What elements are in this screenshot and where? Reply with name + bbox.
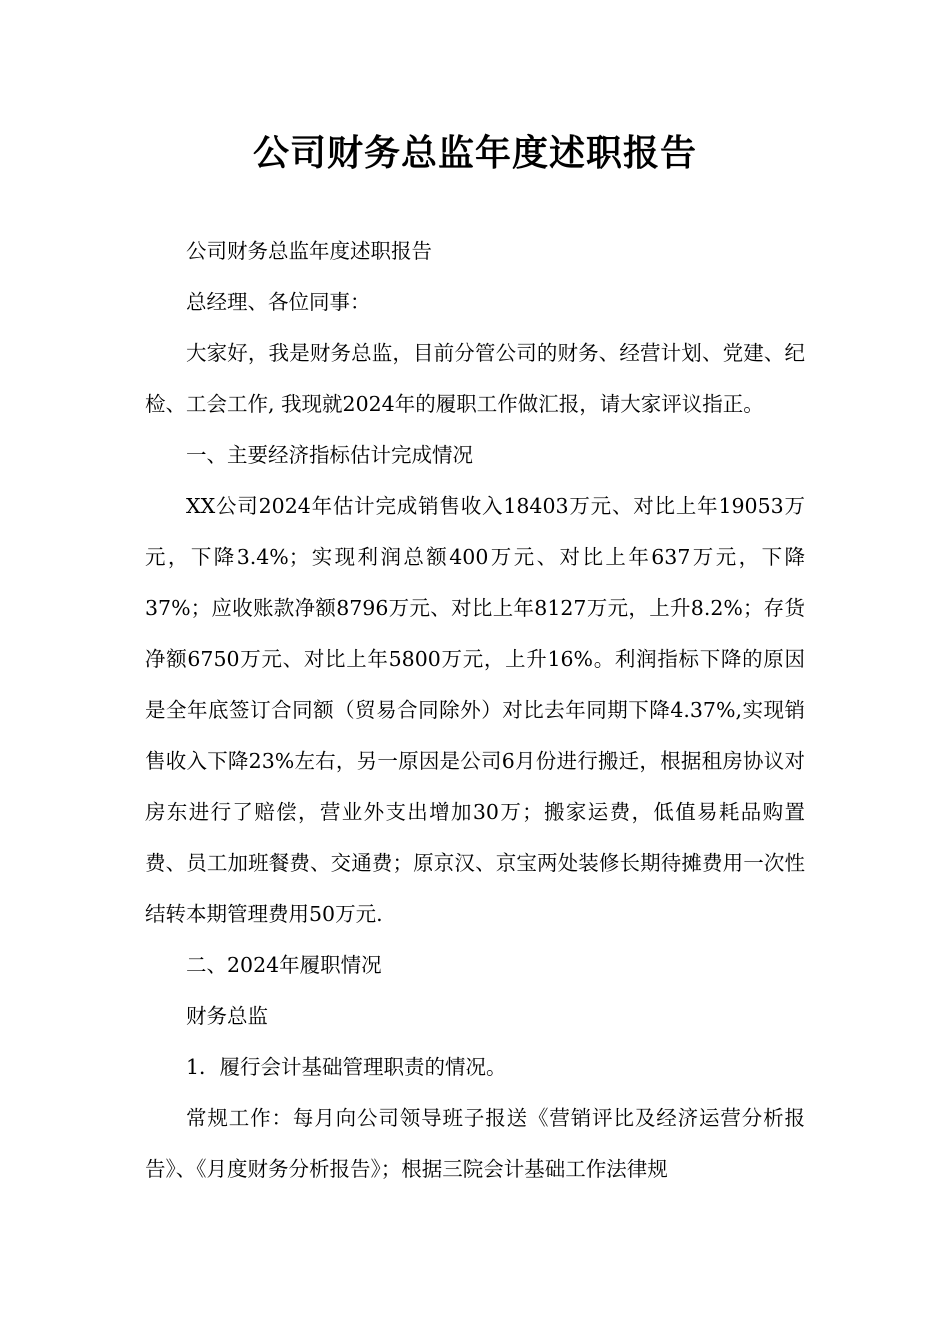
paragraph-intro: 大家好，我是财务总监，目前分管公司的财务、经营计划、党建、纪检、工会工作, 我现就2024年的履职工作做汇报，请大家评议指正。	[145, 341, 805, 416]
document-title: 公司财务总监年度述职报告	[252, 133, 697, 174]
section-heading-1: 一、主要经济指标估计完成情况	[186, 443, 473, 467]
paragraph-salutation: 总经理、各位同事：	[186, 290, 371, 314]
section-heading-2: 二、2024年履职情况	[186, 953, 382, 977]
paragraph-routine-work: 常规工作：每月向公司领导班子报送《营销评比及经济运营分析报告》、《月度财务分析报告》；根据三院会计基础工作法律规	[145, 1106, 805, 1181]
paragraph-indicators: XX公司2024年估计完成销售收入18403万元、对比上年19053万元，下降3.4%；实现利润总额400万元、对比上年637万元，下降37%；应收账款净额8796万元、对比上年8127万元，上升8.2%；存货净额6750万元、对比上年5800万元，上升16%。利润指标下降的原因是全年底签订合同额（贸易合同除外）对比去年同期下降4.37%,实现销售收入下降23%左右，另一原因是公司6月份进行搬迁，根据租房协议对房东进行了赔偿，营业外支出增加30万；搬家运费，低值易耗品购置费、员工加班餐费、交通费；原京汉、京宝两处装修长期待摊费用一次性结转本期管理费用50万元.	[145, 494, 805, 926]
document-body	[145, 226, 805, 1195]
subheading-item-1: 1．履行会计基础管理职责的情况。	[186, 1055, 507, 1079]
subheading-cfo: 财务总监	[186, 1004, 268, 1028]
paragraph-subtitle: 公司财务总监年度述职报告	[186, 239, 432, 263]
